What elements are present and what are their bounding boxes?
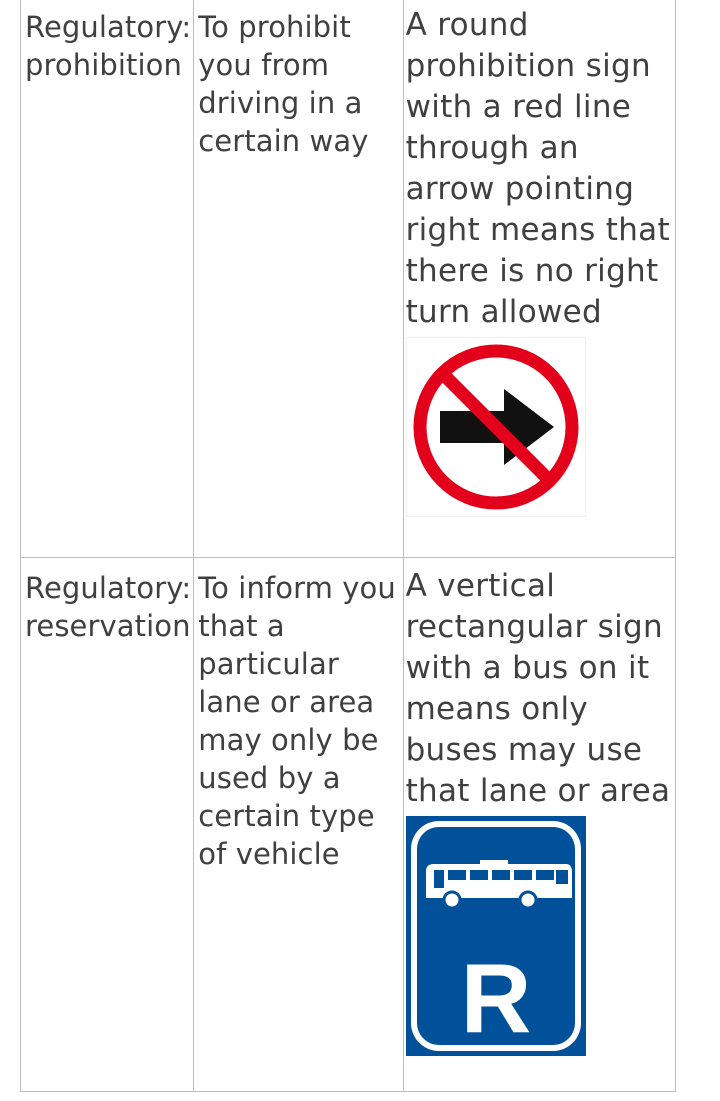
purpose-text: To inform you that a particular lane or area may only be used by a certain type of vehicle [198, 571, 396, 871]
description-text: A round prohibition sign with a red line through an arrow pointing right means that there is no right turn allowed [405, 7, 670, 330]
purpose-text: To prohibit you from driving in a certain way [198, 10, 369, 158]
reservation-letter: R [460, 943, 531, 1053]
description-text: A vertical rectangular sign with a bus on it means only buses may use that lane or area [405, 568, 671, 809]
category-text: Regulatory: prohibition [25, 10, 192, 82]
description-cell [403, 558, 675, 1092]
purpose-cell [194, 0, 403, 558]
table-row [21, 558, 676, 1092]
no-right-turn-sign-icon [406, 337, 586, 517]
purpose-cell [194, 558, 403, 1092]
signs-table [20, 0, 676, 1092]
table-row [21, 0, 676, 558]
category-text: Regulatory: reservation [25, 571, 192, 643]
description-cell [403, 0, 675, 558]
category-cell [21, 0, 194, 558]
category-cell [21, 558, 194, 1092]
bus-reservation-sign-icon [406, 816, 586, 1056]
